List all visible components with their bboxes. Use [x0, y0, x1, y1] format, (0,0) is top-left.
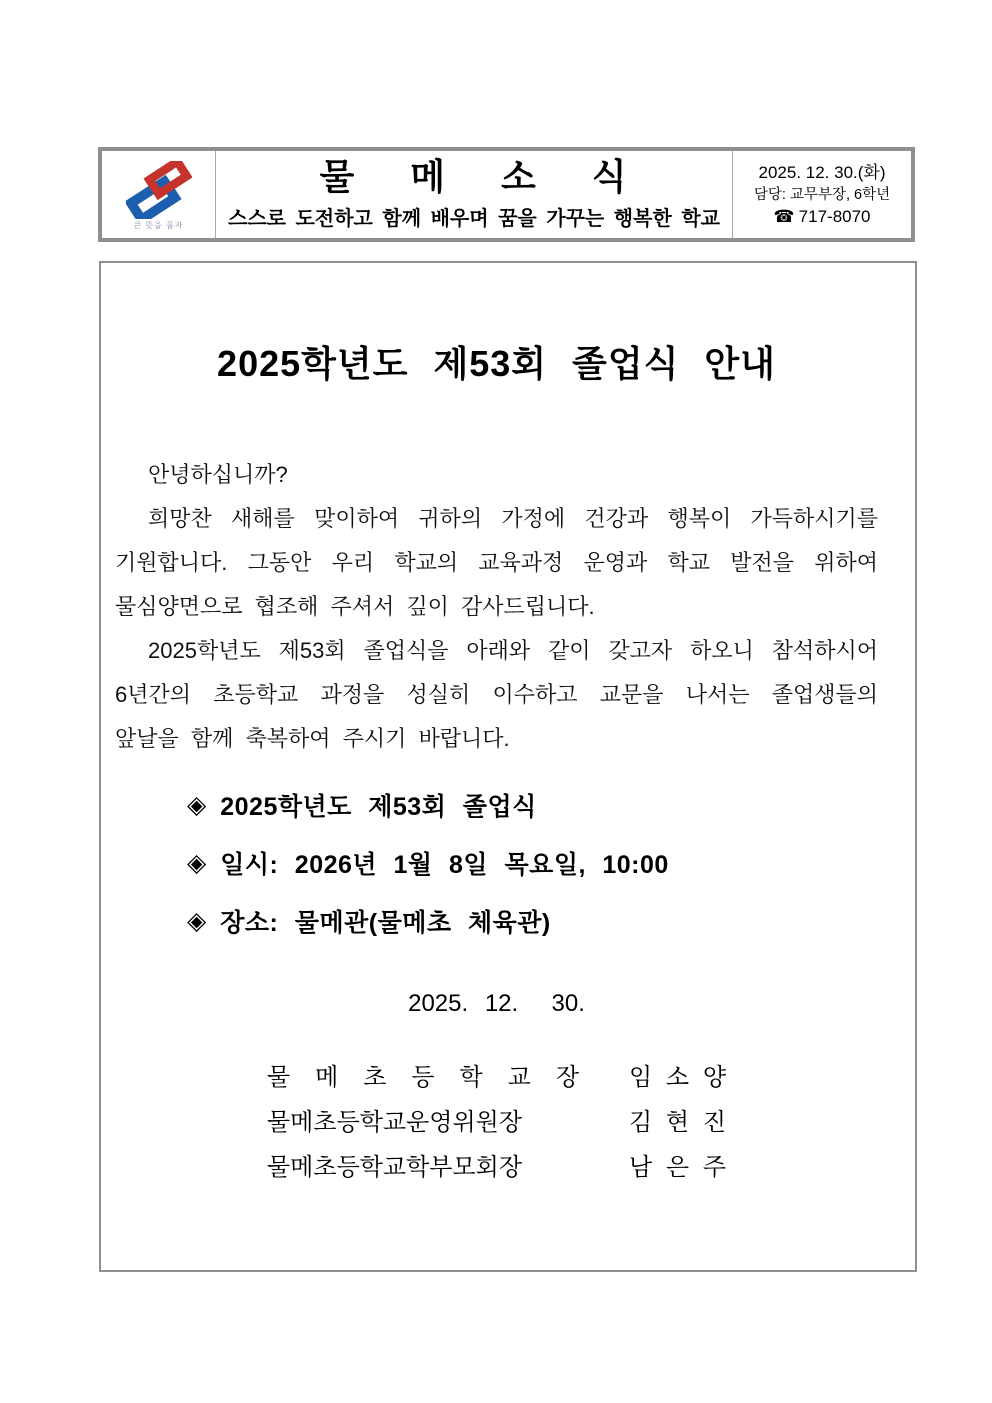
- masthead-info-cell: [733, 151, 911, 238]
- newsletter-header: [98, 147, 915, 242]
- signature-block: [115, 1057, 878, 1181]
- body-line: 2025학년도 제53회 졸업식을 아래와 같이 갖고자 하오니 참석하시어: [148, 638, 878, 663]
- body-line: 물심양면으로 협조해 주셔서 깊이 감사드립니다.: [115, 594, 595, 619]
- diamond-bullet-icon: ◈: [187, 791, 207, 819]
- issue-date: 2025. 12. 30.(화): [758, 163, 886, 183]
- notice-paragraphs: [115, 453, 878, 761]
- notice-date: 2025. 12. 30.: [408, 990, 585, 1017]
- event-location: 장소: 물메관(물메초 체육관): [220, 909, 551, 937]
- list-item: [187, 846, 878, 880]
- signature-row: [115, 1147, 878, 1181]
- phone-number: 717-8070: [798, 206, 871, 226]
- document-title: 2025학년도 제53회 졸업식 안내: [217, 343, 776, 384]
- signer-name: 남 은 주: [629, 1153, 726, 1181]
- contact-phone: [773, 205, 870, 228]
- school-motto: 스스로 도전하고 함께 배우며 꿈을 가꾸는 행복한 학교: [228, 207, 720, 230]
- issue-manager: 담당: 교무부장, 6학년: [753, 186, 891, 203]
- notice-box: [99, 261, 917, 1272]
- body-line: 6년간의 초등학교 과정을 성실히 이수하고 교문을 나서는 졸업생들의: [115, 682, 878, 707]
- logo-cell: [102, 151, 216, 238]
- event-name: 2025학년도 제53회 졸업식: [220, 793, 537, 821]
- signer-title: 물 메 초 등 학 교 장: [267, 1063, 579, 1091]
- school-logo-icon: [126, 161, 192, 219]
- body-line: 기원합니다. 그동안 우리 학교의 교육과정 운영과 학교 발전을 위하여: [115, 550, 878, 575]
- body-line: 앞날을 함께 축복하여 주시기 바랍니다.: [115, 726, 510, 751]
- event-details-list: [187, 788, 878, 938]
- newsletter-title: 물 메 소 식: [319, 156, 629, 198]
- signature-row: [115, 1057, 878, 1091]
- signature-row: [115, 1102, 878, 1136]
- signer-name: 김 현 진: [629, 1108, 726, 1136]
- signer-title: 물메초등학교학부모회장: [267, 1153, 523, 1181]
- list-item: [187, 788, 878, 822]
- list-item: [187, 904, 878, 938]
- phone-icon: ☎: [773, 206, 795, 226]
- body-line: 안녕하십니까?: [148, 462, 288, 487]
- diamond-bullet-icon: ◈: [187, 907, 207, 935]
- logo-caption: 큰 뜻을 품자: [133, 220, 184, 230]
- diamond-bullet-icon: ◈: [187, 849, 207, 877]
- signer-title: 물메초등학교운영위원장: [267, 1108, 523, 1136]
- masthead-title-cell: [216, 151, 733, 238]
- body-line: 희망찬 새해를 맞이하여 귀하의 가정에 건강과 행복이 가득하시기를: [148, 506, 878, 531]
- event-datetime: 일시: 2026년 1월 8일 목요일, 10:00: [220, 851, 669, 879]
- signer-name: 임 소 양: [629, 1063, 726, 1091]
